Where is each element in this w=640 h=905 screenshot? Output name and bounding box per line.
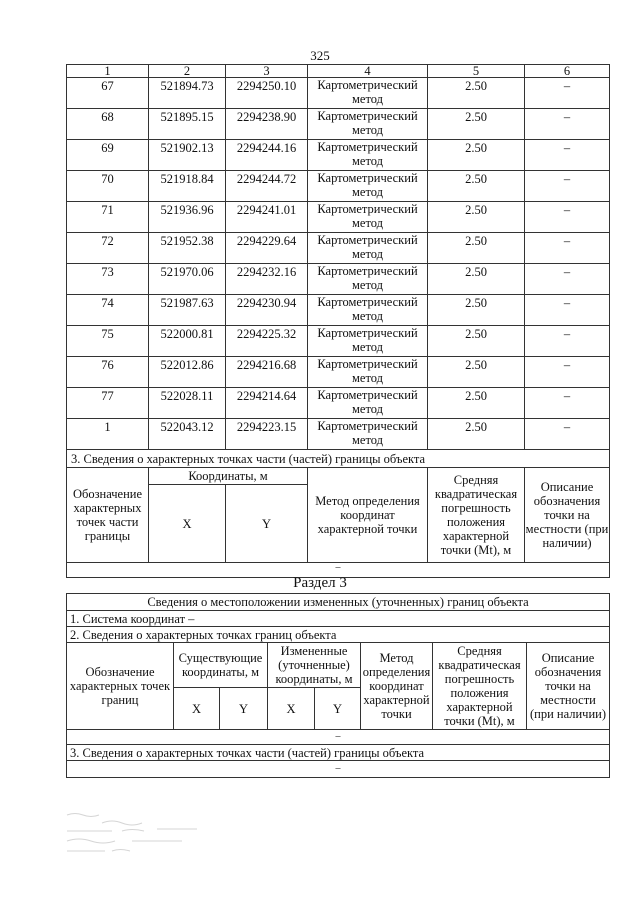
coord-x: 522043.12	[149, 419, 226, 450]
accuracy: 2.50	[428, 78, 525, 109]
description: –	[525, 326, 610, 357]
header-changed-x: X	[268, 688, 315, 730]
column-number: 3	[226, 65, 308, 78]
accuracy: 2.50	[428, 140, 525, 171]
point-number: 77	[67, 388, 149, 419]
description: –	[525, 295, 610, 326]
coord-x: 521936.96	[149, 202, 226, 233]
coord-y: 2294241.01	[226, 202, 308, 233]
description: –	[525, 357, 610, 388]
method: Картометрический метод	[308, 357, 428, 388]
table-row	[67, 233, 610, 264]
header-accuracy: Средняя квадратическая погрешность положения характерной точки (Mt), м	[433, 643, 527, 730]
point-number: 1	[67, 419, 149, 450]
accuracy: 2.50	[428, 171, 525, 202]
part-empty-dash: –	[67, 563, 610, 578]
method: Картометрический метод	[308, 326, 428, 357]
table-row	[67, 419, 610, 450]
coord-x: 522000.81	[149, 326, 226, 357]
coord-y: 2294230.94	[226, 295, 308, 326]
table-row	[67, 171, 610, 202]
empty-dash: –	[67, 730, 610, 745]
table-row	[67, 388, 610, 419]
coord-x: 521902.13	[149, 140, 226, 171]
method: Картометрический метод	[308, 109, 428, 140]
part-header-accuracy: Средняя квадратическая погрешность положения характерной точки (Mt), м	[428, 468, 525, 563]
point-number: 67	[67, 78, 149, 109]
description: –	[525, 419, 610, 450]
method: Картометрический метод	[308, 140, 428, 171]
description: –	[525, 109, 610, 140]
method: Картометрический метод	[308, 295, 428, 326]
header-existing-x: X	[174, 688, 220, 730]
table-row	[67, 264, 610, 295]
header-changed-y: Y	[315, 688, 361, 730]
point-number: 73	[67, 264, 149, 295]
header-existing-coords: Существующие координаты, м	[174, 643, 268, 688]
method: Картометрический метод	[308, 202, 428, 233]
coord-system-line: 1. Система координат –	[67, 611, 610, 627]
coord-y: 2294216.68	[226, 357, 308, 388]
point-number: 71	[67, 202, 149, 233]
part-dash: –	[67, 761, 610, 778]
method: Картометрический метод	[308, 233, 428, 264]
coord-x: 521952.38	[149, 233, 226, 264]
table-row	[67, 78, 610, 109]
coord-x: 522028.11	[149, 388, 226, 419]
header-changed-coords: Измененные (уточненные) координаты, м	[268, 643, 361, 688]
coord-x: 521970.06	[149, 264, 226, 295]
column-number: 2	[149, 65, 226, 78]
method: Картометрический метод	[308, 264, 428, 295]
header-method: Метод определения координат характерной точки	[361, 643, 433, 730]
accuracy: 2.50	[428, 357, 525, 388]
part-title-line: 3. Сведения о характерных точках части (частей) границы объекта	[67, 745, 610, 761]
column-number-row	[67, 65, 610, 78]
coord-y: 2294250.10	[226, 78, 308, 109]
coord-x: 522012.86	[149, 357, 226, 388]
table-row	[67, 202, 610, 233]
point-number: 72	[67, 233, 149, 264]
point-number: 76	[67, 357, 149, 388]
column-number: 1	[67, 65, 149, 78]
page-number: 325	[310, 48, 330, 63]
coord-y: 2294238.90	[226, 109, 308, 140]
accuracy: 2.50	[428, 233, 525, 264]
table-row	[67, 357, 610, 388]
part-header-y: Y	[226, 485, 308, 563]
accuracy: 2.50	[428, 109, 525, 140]
accuracy: 2.50	[428, 264, 525, 295]
changed-boundaries-table	[66, 593, 610, 778]
column-number: 5	[428, 65, 525, 78]
section-3-subtitle: Сведения о местоположении измененных (уточненных) границ объекта	[67, 594, 610, 611]
table-row	[67, 326, 610, 357]
faded-stamp-mark	[62, 805, 212, 865]
coord-x: 521894.73	[149, 78, 226, 109]
header-description: Описание обозначения точки на местности (при наличии)	[527, 643, 610, 730]
boundary-points-table	[66, 64, 610, 578]
table-row	[67, 109, 610, 140]
part-section-title: 3. Сведения о характерных точках части (частей) границы объекта	[67, 450, 610, 468]
accuracy: 2.50	[428, 419, 525, 450]
coord-y: 2294223.15	[226, 419, 308, 450]
table-row	[67, 140, 610, 171]
coord-x: 521987.63	[149, 295, 226, 326]
point-number: 69	[67, 140, 149, 171]
coord-x: 521918.84	[149, 171, 226, 202]
column-number: 4	[308, 65, 428, 78]
header-designation: Обозначение характерных точек границ	[67, 643, 174, 730]
table-row	[67, 295, 610, 326]
column-number: 6	[525, 65, 610, 78]
coord-y: 2294244.16	[226, 140, 308, 171]
header-existing-y: Y	[220, 688, 268, 730]
coord-y: 2294225.32	[226, 326, 308, 357]
part-header-method: Метод определения координат характерной точки	[308, 468, 428, 563]
part-header-x: X	[149, 485, 226, 563]
coord-y: 2294214.64	[226, 388, 308, 419]
part-header-description: Описание обозначения точки на местности (при наличии)	[525, 468, 610, 563]
points-title-line: 2. Сведения о характерных точках границ объекта	[67, 627, 610, 643]
coord-y: 2294244.72	[226, 171, 308, 202]
part-header-designation: Обозначение характерных точек части границы	[67, 468, 149, 563]
description: –	[525, 233, 610, 264]
section-3-title: Раздел 3	[293, 575, 347, 591]
coord-x: 521895.15	[149, 109, 226, 140]
point-number: 75	[67, 326, 149, 357]
method: Картометрический метод	[308, 419, 428, 450]
accuracy: 2.50	[428, 326, 525, 357]
description: –	[525, 202, 610, 233]
accuracy: 2.50	[428, 388, 525, 419]
point-number: 70	[67, 171, 149, 202]
method: Картометрический метод	[308, 78, 428, 109]
point-number: 68	[67, 109, 149, 140]
description: –	[525, 140, 610, 171]
method: Картометрический метод	[308, 171, 428, 202]
description: –	[525, 171, 610, 202]
coord-y: 2294232.16	[226, 264, 308, 295]
accuracy: 2.50	[428, 202, 525, 233]
description: –	[525, 264, 610, 295]
coord-y: 2294229.64	[226, 233, 308, 264]
part-header-coordinates: Координаты, м	[149, 468, 308, 485]
point-number: 74	[67, 295, 149, 326]
description: –	[525, 78, 610, 109]
description: –	[525, 388, 610, 419]
method: Картометрический метод	[308, 388, 428, 419]
accuracy: 2.50	[428, 295, 525, 326]
